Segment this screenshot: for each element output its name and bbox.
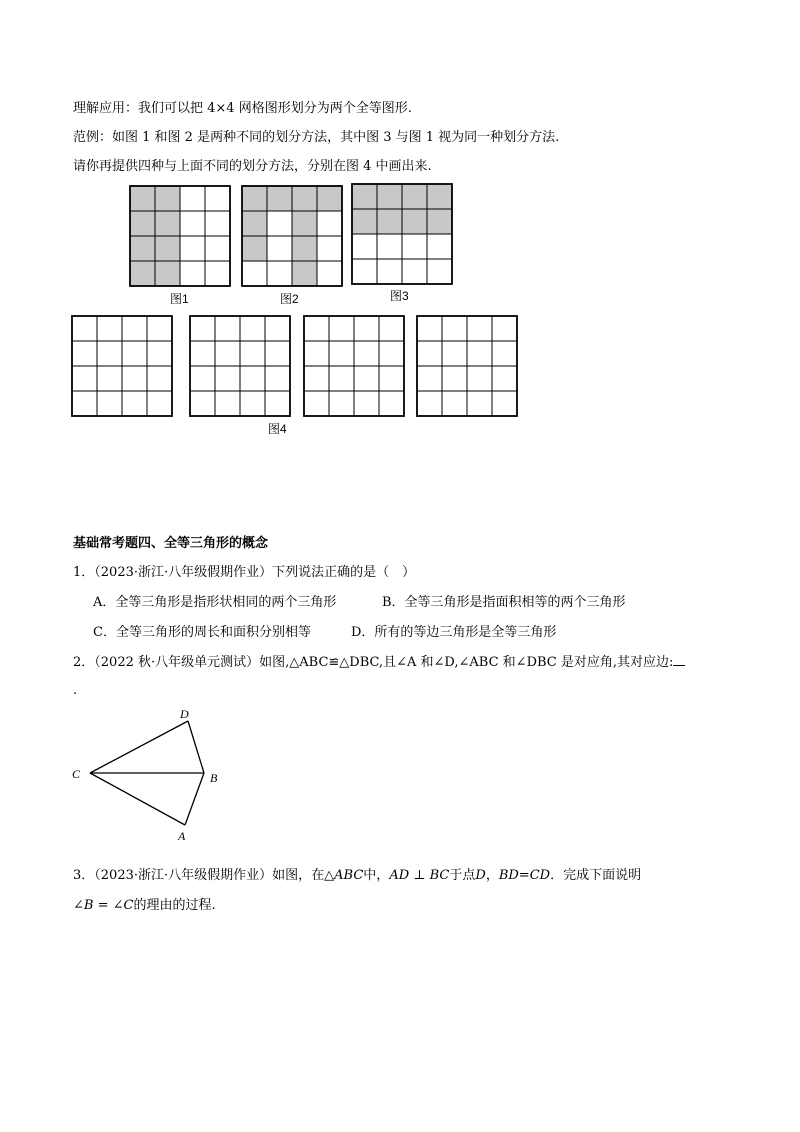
q3-foot: 于点 xyxy=(449,868,476,883)
shaded-cell xyxy=(402,184,427,209)
shaded-cell xyxy=(155,186,180,211)
shaded-cell xyxy=(155,261,180,286)
shaded-cell xyxy=(130,211,155,236)
shaded-cell xyxy=(317,186,342,211)
question-3-line-2 xyxy=(73,897,216,915)
q3-point-d: D xyxy=(475,868,486,883)
q3-mid: 中， xyxy=(363,868,390,883)
label-a: A xyxy=(178,829,186,843)
q2-answer-blank[interactable] xyxy=(673,653,685,666)
q3-number: 3． xyxy=(73,868,95,883)
q3-triangle: △ABC xyxy=(324,868,364,883)
shaded-cell xyxy=(352,209,377,234)
shaded-cell xyxy=(242,186,267,211)
q1-option-c: C．全等三角形的周长和面积分别相等 xyxy=(93,625,311,640)
question-2 xyxy=(73,653,685,672)
shaded-cell xyxy=(242,236,267,261)
intro-line-3: 请你再提供四种与上面不同的划分方法，分别在图 4 中画出来. xyxy=(73,159,432,174)
figure-4-caption: 图4 xyxy=(268,422,287,436)
segment-ca xyxy=(90,773,185,825)
q3-reason: 的理由的过程. xyxy=(133,898,216,913)
figure-2-caption: 图2 xyxy=(280,292,299,306)
q1-source: （2023·浙江·八年级假期作业） xyxy=(94,565,273,580)
q3-angle: ∠B = ∠C xyxy=(73,898,134,913)
q3-equality: BD=CD xyxy=(498,868,551,883)
shaded-cell xyxy=(155,236,180,261)
shaded-cell xyxy=(377,184,402,209)
shaded-cell xyxy=(377,209,402,234)
shaded-cell xyxy=(130,236,155,261)
q3-perpendicular: AD ⊥ BC xyxy=(389,868,450,883)
q3-end: ．完成下面说明 xyxy=(550,868,642,883)
question-1 xyxy=(73,564,415,582)
q1-option-d: D．所有的等边三角形是全等三角形 xyxy=(351,625,557,640)
shaded-cell xyxy=(155,211,180,236)
intro-line-1: 理解应用：我们可以把 4×4 网格图形划分为两个全等图形. xyxy=(73,101,412,116)
q1-stem: 下列说法正确的是（ ） xyxy=(272,565,416,580)
shaded-cell xyxy=(427,209,452,234)
q3-comma: ， xyxy=(485,868,499,883)
q2-tail: . xyxy=(73,683,78,698)
section-heading: 基础常考题四、全等三角形的概念 xyxy=(73,536,269,551)
shaded-cell xyxy=(292,261,317,286)
segment-db xyxy=(188,721,204,773)
intro-line-2: 范例：如图 1 和图 2 是两种不同的划分方法，其中图 3 与图 1 视为同一种划分方法. xyxy=(73,130,560,145)
figure-3-grid xyxy=(351,183,453,285)
q1-number: 1． xyxy=(73,565,95,580)
q3-pre: 如图，在 xyxy=(272,868,325,883)
label-b: B xyxy=(210,771,218,785)
q2-triangle-figure xyxy=(60,700,230,850)
figure-2-grid xyxy=(241,185,343,287)
shaded-cell xyxy=(242,211,267,236)
q2-stem: 如图,△ABC≌△DBC,且∠A 和∠D,∠ABC 和∠DBC 是对应角,其对应边: xyxy=(259,655,674,670)
shaded-cell xyxy=(427,184,452,209)
figure-4-grid-4[interactable] xyxy=(416,315,518,417)
figure-4-grid-2[interactable] xyxy=(189,315,291,417)
label-c: C xyxy=(72,767,81,781)
shaded-cell xyxy=(267,186,292,211)
label-d: D xyxy=(180,707,189,721)
shaded-cell xyxy=(130,261,155,286)
shaded-cell xyxy=(402,209,427,234)
shaded-cell xyxy=(352,184,377,209)
segment-ba xyxy=(185,773,204,825)
shaded-cell xyxy=(292,236,317,261)
figure-4-grid-1[interactable] xyxy=(71,315,173,417)
figure-3-caption: 图3 xyxy=(390,289,409,303)
figure-1-caption: 图1 xyxy=(170,292,189,306)
q2-source: （2022 秋·八年级单元测试） xyxy=(94,655,260,670)
segment-cd xyxy=(90,721,188,773)
question-3 xyxy=(73,867,641,885)
q1-option-a: A．全等三角形是指形状相同的两个三角形 xyxy=(93,595,337,610)
figure-1-grid xyxy=(129,185,231,287)
q3-source: （2023·浙江·八年级假期作业） xyxy=(94,868,273,883)
shaded-cell xyxy=(292,211,317,236)
q2-number: 2． xyxy=(73,655,95,670)
figure-4-grid-3[interactable] xyxy=(303,315,405,417)
q1-option-b: B．全等三角形是指面积相等的两个三角形 xyxy=(382,595,626,610)
shaded-cell xyxy=(130,186,155,211)
shaded-cell xyxy=(292,186,317,211)
